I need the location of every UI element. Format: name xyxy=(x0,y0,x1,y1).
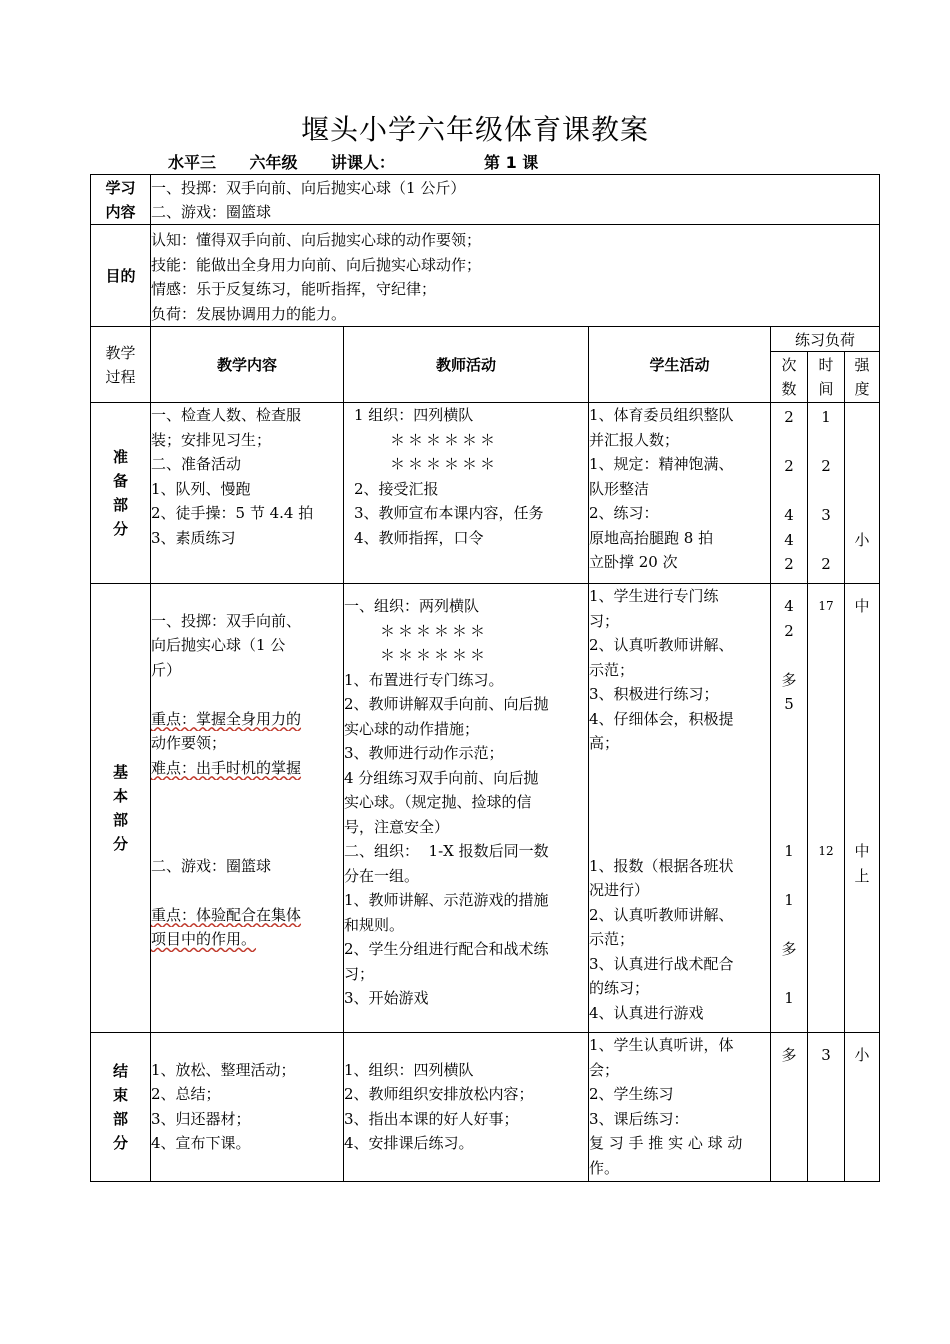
end-intensity xyxy=(845,1033,880,1182)
key-point-line: 重点：体验配合在集体 xyxy=(151,905,302,924)
key-point-line: 动作要领； xyxy=(151,734,227,752)
end-student-line: 2、学生练习 xyxy=(589,1085,674,1103)
end-content-line: 3、归还器材； xyxy=(151,1109,251,1128)
prep-student xyxy=(589,403,771,584)
basic-teacher-line: 习； xyxy=(344,964,375,983)
content-header: 教学内容 xyxy=(151,327,344,403)
basic-student-line: 示范； xyxy=(589,930,635,948)
prep-content-line: 3、素质练习 xyxy=(151,528,236,547)
end-student-line: 1、学生认真听讲，体 xyxy=(589,1036,734,1054)
basic-times-value: 5 xyxy=(784,695,794,713)
prep-times-value: 2 xyxy=(784,408,794,426)
content-label: 学习 内容 xyxy=(91,175,151,225)
basic-teacher-line: 1、教师讲解、示范游戏的措施 xyxy=(344,891,549,909)
duration-header: 时 间 xyxy=(808,352,845,403)
end-teacher-line: 2、教师组织安排放松内容； xyxy=(344,1085,534,1103)
prep-content-line: 2、徒手操：5 节 4.4 拍 xyxy=(151,504,314,522)
goal-row xyxy=(91,225,880,327)
goal-cell xyxy=(151,225,880,327)
prep-times-value xyxy=(771,479,807,504)
student-header: 学生活动 xyxy=(589,327,771,403)
basic-teacher-line: 实心球。（规定抛、捡球的信 xyxy=(344,793,532,811)
prep-times-value: 2 xyxy=(784,457,794,475)
process-header: 教学 过程 xyxy=(91,327,151,403)
content-line: 二、游戏：圈篮球 xyxy=(151,203,272,221)
basic-teacher-line: 一、组织：两列横队 xyxy=(344,597,480,615)
teacher-label: 讲课人： xyxy=(330,153,395,172)
prep-content xyxy=(151,403,344,584)
formation-stars: ＊＊＊＊＊＊ xyxy=(380,646,489,664)
prep-duration xyxy=(808,403,845,584)
basic-student-line: 况进行） xyxy=(589,881,650,899)
basic-teacher-line: 2、学生分组进行配合和战术练 xyxy=(344,940,549,958)
basic-content-line: 一、投掷：双手向前、 xyxy=(151,611,302,630)
content-cell xyxy=(151,175,880,225)
prep-duration-value: 1 xyxy=(821,408,831,426)
end-duration-value: 3 xyxy=(821,1046,831,1064)
prep-content-line: 二、准备活动 xyxy=(151,455,242,473)
goal-label: 目的 xyxy=(91,225,151,327)
basic-student-line: 3、认真进行战术配合 xyxy=(589,954,734,973)
prep-student-line: 1、规定：精神饱满、 xyxy=(589,455,734,473)
basic-student-line: 1、学生进行专门练 xyxy=(589,587,719,605)
basic-student-line: 3、积极进行练习； xyxy=(589,685,719,703)
prep-student-line: 立卧撑 20 次 xyxy=(589,553,678,571)
key-point-line: 重点：掌握全身用力的 xyxy=(151,709,302,728)
prep-intensity-value: 小 xyxy=(854,530,870,549)
goal-line: 情感：乐于反复练习，能听指挥，守纪律； xyxy=(151,280,437,298)
prep-content-line: 1、队列、慢跑 xyxy=(151,479,251,498)
goal-line: 技能：能做出全身用力向前、向后抛实心球动作； xyxy=(151,255,482,274)
basic-intensity xyxy=(845,584,880,1033)
prep-teacher-line: 4、教师指挥，口令 xyxy=(354,528,484,547)
prep-teacher-line: 3、教师宣布本课内容，任务 xyxy=(354,504,544,522)
prep-times-value: 2 xyxy=(784,555,794,573)
prep-duration-value: 3 xyxy=(821,506,831,524)
basic-content-line: 斤） xyxy=(151,660,182,679)
basic-times-value: 4 xyxy=(784,597,794,615)
prep-intensity xyxy=(845,403,880,584)
basic-times-value: 1 xyxy=(784,989,794,1007)
prep-duration-value xyxy=(808,430,844,455)
prep-duration-value: 2 xyxy=(821,555,831,573)
basic-student-line: 4、仔细体会，积极提 xyxy=(589,709,734,728)
basic-student-line: 2、认真听教师讲解、 xyxy=(589,905,734,924)
teacher-header: 教师活动 xyxy=(344,327,589,403)
end-teacher-line: 4、安排课后练习。 xyxy=(344,1134,474,1152)
prep-times xyxy=(771,403,808,584)
prep-label: 准 备 部 分 xyxy=(91,403,151,584)
basic-teacher-line: 3、开始游戏 xyxy=(344,989,429,1007)
end-times xyxy=(771,1033,808,1182)
goal-line: 认知：懂得双手向前、向后抛实心球的动作要领； xyxy=(151,231,482,249)
lesson-info xyxy=(168,150,538,173)
basic-times-value: 1 xyxy=(784,891,794,909)
basic-teacher-line: 1、布置进行专门练习。 xyxy=(344,670,504,689)
basic-times-value: 多 xyxy=(781,940,797,958)
basic-student-line: 2、认真听教师讲解、 xyxy=(589,636,734,654)
basic-student-line: 高； xyxy=(589,734,620,752)
basic-teacher-line: 2、教师讲解双手向前、向后抛 xyxy=(344,695,549,713)
basic-student-line: 4、认真进行游戏 xyxy=(589,1003,704,1022)
key-point-line: 项目中的作用。 xyxy=(151,930,257,948)
basic-times xyxy=(771,584,808,1033)
basic-intensity-value: 中 xyxy=(854,597,870,615)
basic-student-line: 1、报数（根据各班状 xyxy=(589,856,734,875)
level-label: 水平三 xyxy=(168,153,217,172)
basic-student-line: 示范； xyxy=(589,660,635,679)
basic-intensity-value: 上 xyxy=(854,866,870,885)
end-duration xyxy=(808,1033,845,1182)
prep-duration-value xyxy=(808,528,844,553)
basic-teacher-line: 二、组织： 1-X 报数后同一数 xyxy=(344,842,549,860)
formation-stars: ＊＊＊＊＊＊ xyxy=(390,455,499,473)
end-content-line: 4、宣布下课。 xyxy=(151,1134,251,1152)
end-content xyxy=(151,1033,344,1182)
prep-teacher-line: 1 组织：四列横队 xyxy=(354,406,474,424)
basic-teacher-line: 4 分组练习双手向前、向后抛 xyxy=(344,768,539,787)
end-student-line: 会； xyxy=(589,1060,620,1079)
end-intensity-value: 小 xyxy=(854,1046,870,1064)
prep-content-line: 一、检查人数、检查服 xyxy=(151,406,302,424)
basic-content xyxy=(151,584,344,1033)
intensity-header: 强 度 xyxy=(845,352,880,403)
basic-teacher-line: 3、教师进行动作示范； xyxy=(344,744,504,762)
grade-label: 六年级 xyxy=(249,153,298,172)
header-row xyxy=(91,327,880,352)
content-line: 一、投掷：双手向前、向后抛实心球（1 公斤） xyxy=(151,179,466,197)
end-content-line: 2、总结； xyxy=(151,1085,221,1103)
basic-student-line: 的练习； xyxy=(589,979,650,997)
prep-teacher-line: 2、接受汇报 xyxy=(354,479,439,498)
basic-label: 基 本 部 分 xyxy=(91,584,151,1033)
basic-content-line: 向后抛实心球（1 公 xyxy=(151,636,286,654)
lesson-plan-table xyxy=(90,174,880,1182)
basic-teacher xyxy=(344,584,589,1033)
end-label: 结 束 部 分 xyxy=(91,1033,151,1182)
basic-intensity-value: 中 xyxy=(854,842,870,860)
end-teacher xyxy=(344,1033,589,1182)
goal-line: 负荷：发展协调用力的能力。 xyxy=(151,304,347,323)
basic-teacher-line: 和规则。 xyxy=(344,915,405,934)
basic-teacher-line: 号，注意安全） xyxy=(344,817,450,836)
page-title: 堰头小学六年级体育课教案 xyxy=(300,113,649,146)
content-row xyxy=(91,175,880,225)
prep-teacher xyxy=(344,403,589,584)
basic-times-value: 多 xyxy=(781,670,797,689)
end-student xyxy=(589,1033,771,1182)
formation-stars: ＊＊＊＊＊＊ xyxy=(390,430,499,449)
basic-duration xyxy=(808,584,845,1033)
prep-duration-value xyxy=(808,479,844,504)
end-teacher-line: 3、指出本课的好人好事； xyxy=(344,1109,519,1128)
end-student-line: 作。 xyxy=(589,1158,620,1177)
prep-content-line: 装；安排见习生； xyxy=(151,430,272,449)
end-content-line: 1、放松、整理活动； xyxy=(151,1060,296,1079)
basic-teacher-line: 分在一组。 xyxy=(344,866,420,885)
prep-student-line: 并汇报人数； xyxy=(589,430,680,449)
basic-content-line: 二、游戏：圈篮球 xyxy=(151,856,272,875)
times-header: 次 数 xyxy=(771,352,808,403)
basic-student-line: 习； xyxy=(589,611,620,630)
prep-student-line: 原地高抬腿跑 8 拍 xyxy=(589,528,714,547)
basic-times-value: 2 xyxy=(784,621,794,640)
prep-student-line: 队形整洁 xyxy=(589,479,650,498)
basic-teacher-line: 实心球的动作措施； xyxy=(344,719,480,738)
end-student-line: 3、课后练习： xyxy=(589,1109,689,1128)
lesson-number: 第 1 课 xyxy=(484,153,539,172)
prep-student-line: 1、体育委员组织整队 xyxy=(589,406,734,424)
end-row xyxy=(91,1033,880,1182)
load-header: 练习负荷 xyxy=(771,327,880,352)
difficulty-line: 难点：出手时机的掌握 xyxy=(151,758,302,777)
end-student-line: 复 习 手 推 实 心 球 动 xyxy=(589,1134,743,1152)
end-times-value: 多 xyxy=(781,1046,797,1064)
basic-times-value: 1 xyxy=(784,842,794,860)
prep-times-value: 4 xyxy=(784,530,794,549)
basic-student xyxy=(589,584,771,1033)
basic-duration-value: 12 xyxy=(818,844,834,858)
prep-times-value: 4 xyxy=(784,506,794,524)
prep-student-line: 2、练习： xyxy=(589,504,659,522)
basic-row xyxy=(91,584,880,1033)
end-teacher-line: 1、组织：四列横队 xyxy=(344,1060,474,1079)
prep-row xyxy=(91,403,880,584)
formation-stars: ＊＊＊＊＊＊ xyxy=(380,621,489,640)
basic-duration-value: 17 xyxy=(818,599,834,613)
prep-duration-value: 2 xyxy=(821,457,831,475)
prep-times-value xyxy=(771,430,807,455)
